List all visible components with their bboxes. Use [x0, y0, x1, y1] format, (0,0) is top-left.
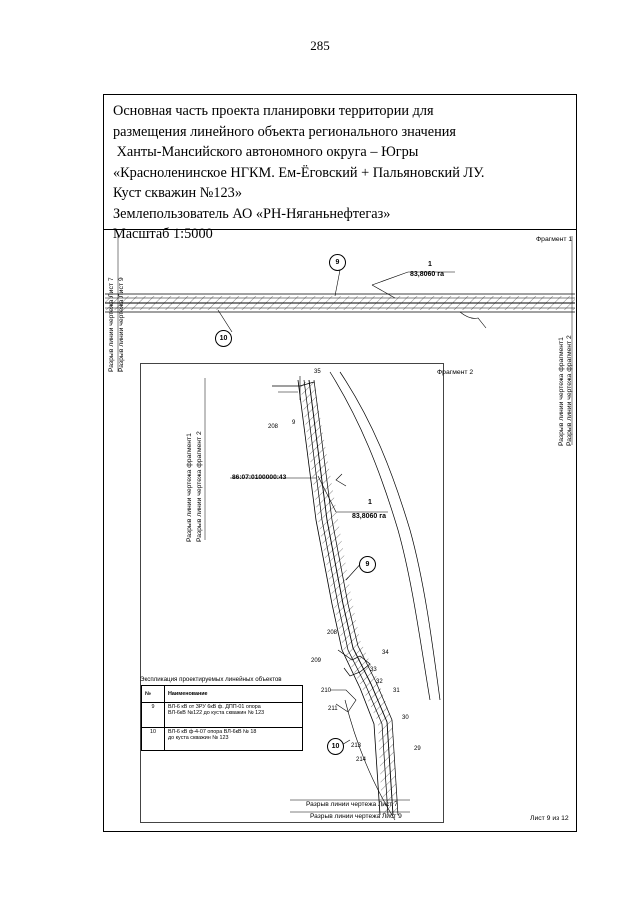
- point-214: 214: [356, 757, 367, 763]
- point-210: 210: [321, 688, 332, 694]
- parcel-number-2: 1: [368, 499, 372, 506]
- legend-table: [141, 685, 303, 751]
- legend-col-name: Наименование: [165, 686, 303, 703]
- point-33: 33: [370, 667, 377, 673]
- legend-row-name-line-2: ВЛ-6кВ №122 до куста скважин № 123: [168, 710, 265, 716]
- break-label-right-1: Разрыв линии чертежа фрагмент1: [558, 337, 565, 446]
- header-line-2: размещения линейного объекта регионального значения: [113, 123, 456, 140]
- line-10-marker-2: 10: [327, 738, 344, 755]
- line-9-marker-1: 9: [329, 254, 346, 271]
- legend-row-num: 9: [142, 703, 165, 728]
- header-line-4: «Красноленинское НГКМ. Ем-Ёговский + Пальяновский ЛУ.: [113, 164, 485, 181]
- area-label-1: 83,8060 га: [410, 271, 445, 278]
- page-number: 285: [310, 38, 330, 53]
- legend-row: [142, 703, 303, 728]
- area-label-2: 83,8060 га: [352, 513, 387, 520]
- line-9-marker-2: 9: [359, 556, 376, 573]
- point-208a: 208: [268, 424, 279, 430]
- cadastral-number: 86:07:0100000:43: [232, 474, 287, 481]
- point-209: 209: [311, 658, 322, 664]
- header-line-3: Ханты-Мансийского автономного округа – Югры: [113, 144, 419, 160]
- point-31: 31: [393, 688, 400, 694]
- header-line-7: Масштаб 1:5000: [113, 226, 213, 242]
- point-34: 34: [382, 650, 389, 656]
- break-label-right-2: Разрыв линии чертежа фрагмент 2: [566, 335, 573, 446]
- legend-row-num: 10: [142, 728, 165, 751]
- point-35: 35: [314, 369, 321, 375]
- legend-title: Экспликация проектируемых линейных объектов: [140, 676, 282, 683]
- point-213: 213: [351, 743, 362, 749]
- legend-row: [142, 728, 303, 751]
- legend-col-num: №: [142, 686, 165, 703]
- inner-break-label-1: Разрыв линии чертежа фрагмент1: [186, 433, 193, 542]
- fragment-2-frame: [140, 363, 444, 823]
- fragment-1-label: Фрагмент 1: [536, 236, 573, 243]
- legend-row-name: [165, 728, 303, 751]
- break-label-left-1: Разрыв линии чертежа Лист 7: [108, 277, 115, 372]
- corridor-fragment-1: [105, 270, 575, 332]
- break-label-bottom-1: Разрыв линии чертежа Лист 7: [306, 801, 398, 808]
- header-line-1: Основная часть проекта планировки территории для: [113, 103, 434, 119]
- break-label-left-2: Разрыв линии чертежа Лист 9: [118, 277, 125, 372]
- legend-row-name-line-2: до куста скважин № 123: [168, 735, 229, 741]
- parcel-number-1: 1: [428, 261, 432, 268]
- point-29: 29: [414, 746, 421, 752]
- inner-break-label-2: Разрыв линии чертежа фрагмент 2: [196, 431, 203, 542]
- break-label-bottom-2: Разрыв линии чертежа Лист 9: [310, 813, 402, 820]
- point-211: 211: [328, 706, 338, 712]
- legend-row-name-line-1: ВЛ-6 кВ ф-4-07 опора ВЛ-6кВ № 18: [168, 729, 257, 735]
- legend-row-name-line-1: ВЛ-6 кВ от ЗРУ 6кВ ф. ДПП-01 опора: [168, 704, 261, 710]
- header-line-5: Куст скважин №123»: [113, 185, 242, 201]
- point-208b: 208: [327, 630, 338, 636]
- fragment-2-label: Фрагмент 2: [437, 369, 474, 376]
- legend-row-name: [165, 703, 303, 728]
- point-9: 9: [292, 420, 296, 426]
- point-30: 30: [402, 715, 409, 721]
- sheet-number: Лист 9 из 12: [530, 815, 569, 822]
- line-10-marker-1: 10: [215, 330, 232, 347]
- point-32: 32: [376, 679, 383, 685]
- header-line-6: Землепользователь АО «РН-Няганьнефтегаз»: [113, 205, 391, 222]
